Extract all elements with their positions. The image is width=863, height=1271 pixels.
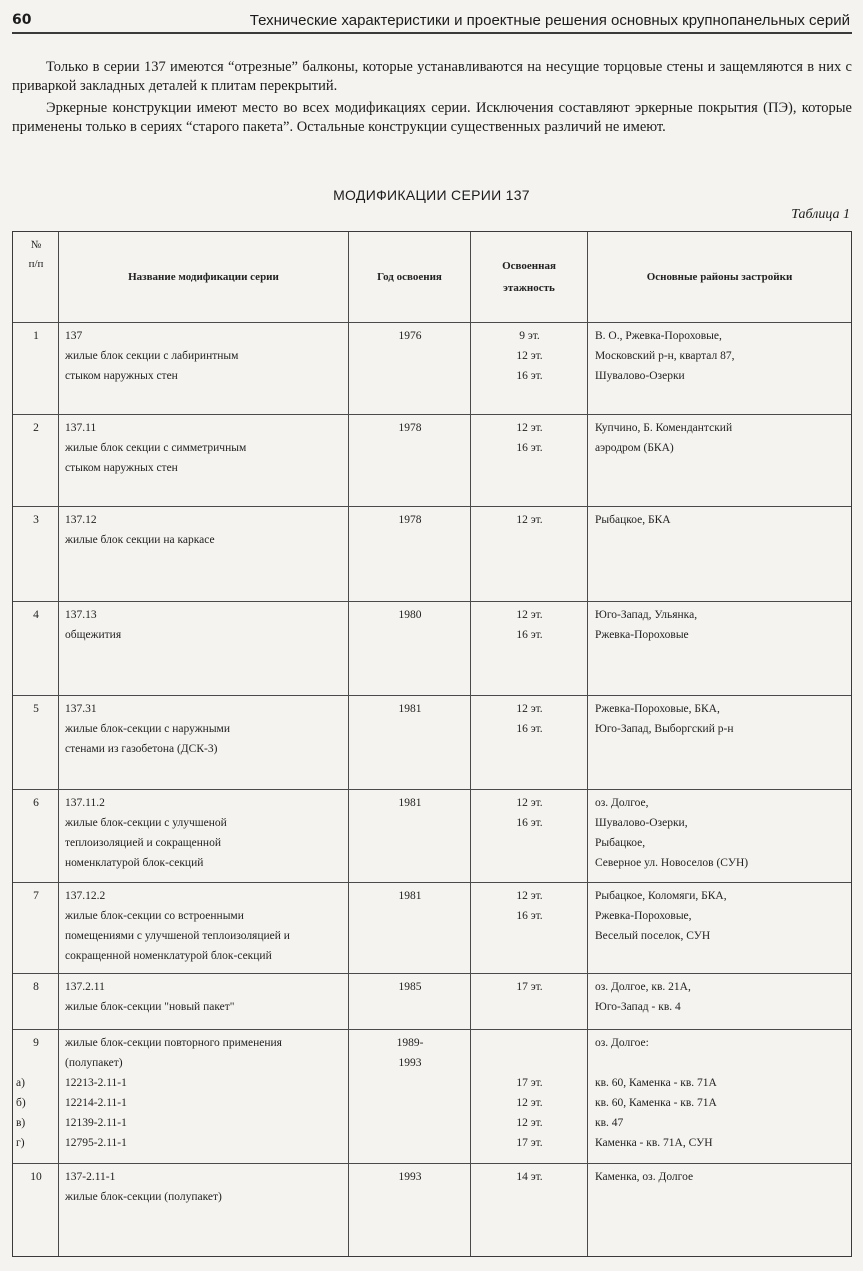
header-floors-line-2: этажность <box>503 282 555 294</box>
row-5-district: Юго-Запад, Выборгский р-н <box>595 723 734 735</box>
row-1-number: 1 <box>33 330 39 342</box>
row-5-year: 1981 <box>398 703 422 715</box>
header-number-line-1: № <box>30 239 42 251</box>
row-9-name-line: (полупакет) <box>65 1057 123 1069</box>
row-9-name-line: 12795-2.11-1 <box>65 1137 127 1149</box>
row-1-district: Московский р-н, квартал 87, <box>595 350 735 362</box>
row-9-sub-letter: б) <box>16 1097 26 1109</box>
row-5-district: Ржевка-Пороховые, БКА, <box>595 703 720 715</box>
row-9-sub-letter: в) <box>16 1117 26 1129</box>
row-4-name-line: 137.13 <box>65 609 97 621</box>
row-7-name-line: помещениями с улучшеной теплоизоляцией и <box>65 930 290 942</box>
row-1-name-line: жилые блок секции с лабиринтным <box>65 350 239 362</box>
row-7-name-line: 137.12.2 <box>65 890 106 902</box>
row-2-name-line: жилые блок секции с симметричным <box>65 442 247 454</box>
row-7-name-line: сокращенной номенклатурой блок-секций <box>65 950 272 962</box>
row-6-name-line: жилые блок-секции с улучшеной <box>65 817 227 829</box>
row-9-name-line: жилые блок-секции повторного применения <box>65 1037 282 1049</box>
row-6-district: оз. Долгое, <box>595 797 649 809</box>
row-3-year: 1978 <box>398 514 422 526</box>
row-9-floors: 12 эт. <box>516 1097 543 1109</box>
row-4-name-line: общежития <box>65 629 122 641</box>
row-2-floors: 12 эт. <box>516 422 543 434</box>
row-3-district: Рыбацкое, БКА <box>595 514 671 526</box>
table-header-row <box>13 232 851 323</box>
row-7-district: Ржевка-Пороховые, <box>595 910 692 922</box>
row-6-district: Шувалово-Озерки, <box>595 817 688 829</box>
row-9-floors: 17 эт. <box>516 1077 543 1089</box>
row-6-floors: 12 эт. <box>516 797 543 809</box>
intro-paragraph-2: Эркерные конструкции имеют место во всех модификациях серии. Исключения составляют эркерные покрытия (ПЭ), которые применены только в сериях “старого пакета”. Остальные конструкции существенных различий не имеют. <box>12 100 852 135</box>
row-2-name-line: стыком наружных стен <box>65 462 178 474</box>
row-7-name-line: жилые блок-секции со встроенными <box>65 910 244 922</box>
row-9-name-line: 12213-2.11-1 <box>65 1077 127 1089</box>
row-6-number: 6 <box>33 797 39 809</box>
row-9-floors: 12 эт. <box>516 1117 543 1129</box>
row-9-floors <box>471 1033 588 1053</box>
table-row <box>13 883 851 974</box>
row-6-district: Рыбацкое, <box>595 837 646 849</box>
header-number <box>13 232 59 322</box>
row-9-floors: 17 эт. <box>516 1137 543 1149</box>
row-10-year: 1993 <box>398 1171 422 1183</box>
header-districts <box>588 232 851 322</box>
row-5-floors: 16 эт. <box>516 723 543 735</box>
table-title: МОДИФИКАЦИИ СЕРИИ 137 <box>333 187 530 203</box>
row-9-year: 1993 <box>398 1057 422 1069</box>
row-2-number: 2 <box>33 422 39 434</box>
table-row <box>13 1164 851 1256</box>
row-8-name-line: жилые блок-секции "новый пакет" <box>65 1001 235 1013</box>
table-row <box>13 507 851 602</box>
row-9-district: кв. 60, Каменка - кв. 71А <box>595 1097 717 1109</box>
row-4-year: 1980 <box>398 609 422 621</box>
table-label: Таблица 1 <box>791 207 850 222</box>
header-districts-text: Основные районы застройки <box>646 270 793 283</box>
row-5-number: 5 <box>33 703 39 715</box>
row-5-floors: 12 эт. <box>516 703 543 715</box>
row-7-floors: 12 эт. <box>516 890 543 902</box>
table-row <box>13 1030 851 1164</box>
header-number-line-2: п/п <box>28 258 44 270</box>
row-2-year: 1978 <box>398 422 422 434</box>
row-1-district: В. О., Ржевка-Пороховые, <box>595 330 722 342</box>
row-4-district: Ржевка-Пороховые <box>595 629 689 641</box>
row-8-floors: 17 эт. <box>516 981 543 993</box>
row-9-district: кв. 47 <box>595 1117 624 1129</box>
row-2-district: Купчино, Б. Комендантский <box>595 422 733 434</box>
row-1-year: 1976 <box>398 330 422 342</box>
row-1-district: Шувалово-Озерки <box>595 370 685 382</box>
row-1-name-line: стыком наружных стен <box>65 370 178 382</box>
row-9-sub-letter: а) <box>16 1077 25 1089</box>
row-4-floors: 12 эт. <box>516 609 543 621</box>
row-7-number: 7 <box>33 890 39 902</box>
row-9-district: оз. Долгое: <box>595 1037 649 1049</box>
header-year-text: Год освоения <box>377 270 442 283</box>
table-row <box>13 415 851 507</box>
running-title: Технические характеристики и проектные решения основных крупнопанельных серий <box>249 12 850 29</box>
page-number: 60 <box>12 12 32 28</box>
row-1-floors: 16 эт. <box>516 370 543 382</box>
intro-paragraph-1: Только в серии 137 имеются “отрезные” балконы, которые устанавливаются на несущие торцовые стены и защемляются в них с приваркой закладных деталей к плитам перекрытий. <box>12 59 852 94</box>
row-6-district: Северное ул. Новоселов (СУН) <box>595 857 749 869</box>
row-4-floors: 16 эт. <box>516 629 543 641</box>
row-6-name-line: 137.11.2 <box>65 797 105 809</box>
header-name-text: Название модификации серии <box>128 270 279 283</box>
row-9-number: 9 <box>33 1037 39 1049</box>
row-7-year: 1981 <box>398 890 422 902</box>
row-6-floors: 16 эт. <box>516 817 543 829</box>
row-3-number: 3 <box>33 514 39 526</box>
row-10-floors: 14 эт. <box>516 1171 543 1183</box>
row-10-name-line: жилые блок-секции (полупакет) <box>65 1191 222 1203</box>
row-2-name-line: 137.11 <box>65 422 97 434</box>
table-row <box>13 602 851 696</box>
row-4-district: Юго-Запад, Ульянка, <box>595 609 698 621</box>
row-6-name-line: номенклатурой блок-секций <box>65 857 204 869</box>
row-9-year: 1989- <box>396 1037 424 1049</box>
row-8-district: оз. Долгое, кв. 21А, <box>595 981 691 993</box>
row-2-floors: 16 эт. <box>516 442 543 454</box>
row-7-district: Веселый поселок, СУН <box>595 930 711 942</box>
row-9-number <box>13 1053 59 1073</box>
header-year <box>349 232 471 322</box>
row-7-floors: 16 эт. <box>516 910 543 922</box>
row-6-name-line: теплоизоляцией и сокращенной <box>65 837 221 849</box>
row-9-district: Каменка - кв. 71А, СУН <box>595 1137 713 1149</box>
row-9-district: кв. 60, Каменка - кв. 71А <box>595 1077 717 1089</box>
row-3-name-line: жилые блок секции на каркасе <box>65 534 215 546</box>
row-1-name-line: 137 <box>65 330 83 342</box>
row-8-number: 8 <box>33 981 39 993</box>
row-8-year: 1985 <box>398 981 422 993</box>
row-1-floors: 9 эт. <box>519 330 540 342</box>
row-5-name-line: стенами из газобетона (ДСК-3) <box>65 743 218 755</box>
row-9-name-line: 12139-2.11-1 <box>65 1117 127 1129</box>
row-9-district <box>595 1053 847 1073</box>
row-3-name-line: 137.12 <box>65 514 97 526</box>
row-2-district: аэродром (БКА) <box>595 442 674 454</box>
row-1-floors: 12 эт. <box>516 350 543 362</box>
row-10-number: 10 <box>30 1171 42 1183</box>
row-5-name-line: жилые блок-секции с наружными <box>65 723 230 735</box>
row-8-name-line: 137.2.11 <box>65 981 105 993</box>
row-5-name-line: 137.31 <box>65 703 97 715</box>
table-row <box>13 323 851 415</box>
row-10-name-line: 137-2.11-1 <box>65 1171 116 1183</box>
row-9-sub-letter: г) <box>16 1137 25 1149</box>
row-8-district: Юго-Запад - кв. 4 <box>595 1001 681 1013</box>
header-floors-line-1: Освоенная <box>502 260 556 272</box>
header-floors <box>471 232 588 322</box>
modifications-table <box>12 231 852 1257</box>
row-10-district: Каменка, оз. Долгое <box>595 1171 694 1183</box>
table-row <box>13 696 851 790</box>
row-7-district: Рыбацкое, Коломяги, БКА, <box>595 890 727 902</box>
header-name <box>59 232 349 322</box>
row-9-name-line: 12214-2.11-1 <box>65 1097 127 1109</box>
row-6-year: 1981 <box>398 797 422 809</box>
row-9-floors <box>471 1053 588 1073</box>
row-4-number: 4 <box>33 609 39 621</box>
table-row <box>13 790 851 883</box>
page-header <box>12 10 852 34</box>
table-row <box>13 974 851 1030</box>
row-3-floors: 12 эт. <box>516 514 543 526</box>
